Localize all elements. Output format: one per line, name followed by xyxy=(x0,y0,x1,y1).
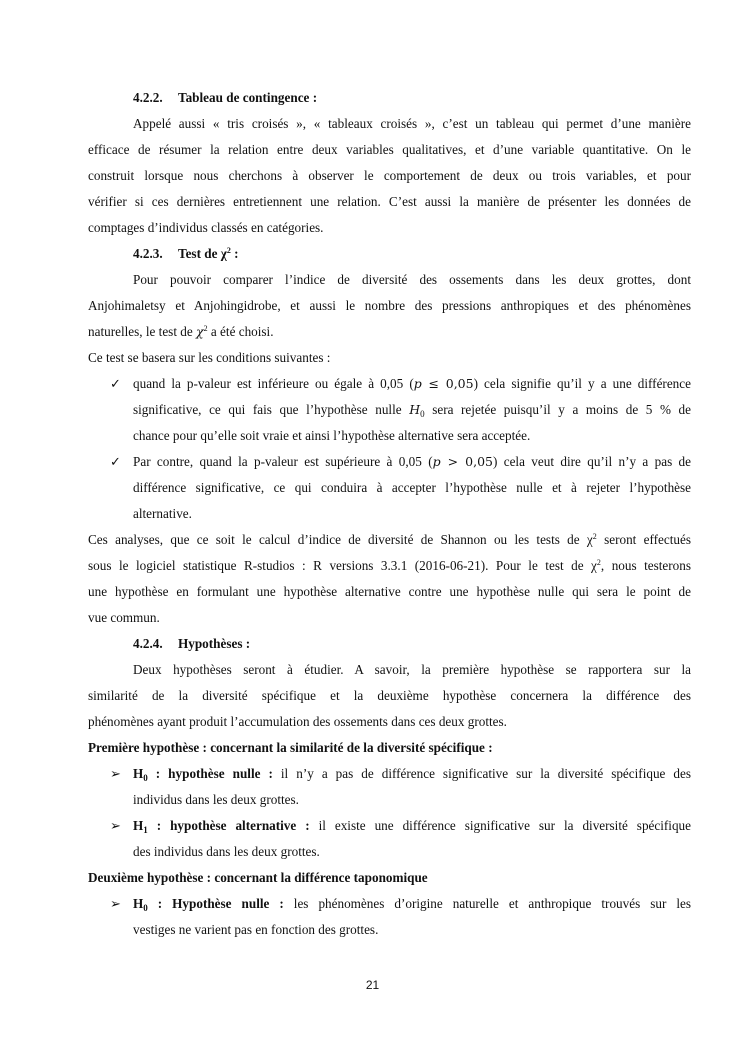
text-line: comptages d’individus classés en catégories. xyxy=(88,220,324,235)
section-title: Test de χ xyxy=(178,246,227,261)
text-fragment: sous le logiciel statistique R-studios : R versions 3.3.1 (2016-06-21). Pour le test de χ xyxy=(88,558,597,573)
section-title: Hypothèses : xyxy=(178,636,251,651)
conditions-intro: Ce test se basera sur les conditions suivantes : xyxy=(88,350,331,365)
section-number: 4.2.2. xyxy=(133,90,163,105)
math-variable: H xyxy=(409,402,421,417)
paragraph-analyses xyxy=(88,527,691,631)
section-number: 4.2.4. xyxy=(133,636,163,651)
math-expression: ≤ 0,05 xyxy=(421,376,474,391)
arrow-bullet-icon: ➢ xyxy=(110,896,122,911)
text-line xyxy=(88,527,691,553)
text-fragment: naturelles, le test de xyxy=(88,324,197,339)
text-line xyxy=(133,891,691,917)
text-line: vestiges ne varient pas en fonction des grottes. xyxy=(133,922,379,937)
text-line: alternative. xyxy=(133,506,192,521)
hypothesis-label: $H_1$ : hypothèse alternative : xyxy=(133,818,310,835)
text-fragment: ) cela signifie qu’il y a une différence xyxy=(473,376,691,391)
text-fragment: Par contre, quand la p-valeur est supérieure à 0,05 ( xyxy=(133,454,433,469)
text-fragment: quand la p-valeur est inférieure ou égale à 0,05 ( xyxy=(133,376,414,391)
list-item-text xyxy=(133,449,691,527)
text-line: différence significative, ce qui conduira à accepter l’hypothèse nulle et à rejeter l’hypothèse xyxy=(133,480,691,495)
text-fragment: les phénomènes d’origine naturelle et anthropique trouvés sur les xyxy=(283,896,691,911)
text-line: Anjohimaletsy et Anjohingidrobe, et aussi le nombre des pressions anthropiques et des phénomènes xyxy=(88,298,691,313)
text-fragment: il existe une différence significative sur la diversité spécifique xyxy=(309,818,691,833)
subscript: 0 xyxy=(420,409,425,419)
text-line xyxy=(133,813,691,839)
section-heading-4-2-3 xyxy=(133,241,239,267)
text-line: une hypothèse en formulant une hypothèse alternative contre une hypothèse nulle qui sera le point de xyxy=(88,584,691,599)
checkmark-icon: ✓ xyxy=(110,376,122,391)
section-heading-4-2-2 xyxy=(133,85,317,111)
text-line: construit lorsque nous cherchons à observer le comportement de deux ou trois variables, et pour xyxy=(88,168,691,183)
paragraph-chi-test xyxy=(88,267,691,371)
section-title: Tableau de contingence : xyxy=(178,90,318,105)
first-hypothesis-heading: Première hypothèse : concernant la similarité de la diversité spécifique : xyxy=(88,740,493,755)
text-fragment: seront effectués xyxy=(596,532,691,547)
section-title-suffix: : xyxy=(230,246,239,261)
text-line xyxy=(133,397,691,423)
superscript: 2 xyxy=(596,558,601,567)
text-line: Deux hypothèses seront à étudier. A savoir, la première hypothèse se rapportera sur la xyxy=(133,662,691,677)
superscript: 2 xyxy=(592,532,597,541)
checkmark-icon: ✓ xyxy=(110,454,122,469)
arrow-bullet-icon: ➢ xyxy=(110,818,122,833)
text-line: Appelé aussi « tris croisés », « tableaux croisés », c’est un tableau qui permet d’une manière xyxy=(133,116,691,131)
text-line xyxy=(88,553,691,579)
text-line: vérifier si ces dernières entretiennent une relation. C’est aussi la manière de présenter les données de xyxy=(88,194,691,209)
second-hypothesis-block xyxy=(88,865,691,891)
arrow-bullet-icon: ➢ xyxy=(110,766,122,781)
list-item-text xyxy=(133,813,691,865)
paragraph-hypotheses xyxy=(88,657,691,761)
paragraph-contingency xyxy=(88,111,691,241)
text-line xyxy=(133,761,691,787)
superscript: 2 xyxy=(203,324,208,333)
text-line: vue commun. xyxy=(88,610,160,625)
text-line: similarité de la diversité spécifique et la deuxième hypothèse concernera la différence des xyxy=(88,688,691,703)
text-line xyxy=(133,449,691,475)
math-variable: p xyxy=(432,454,441,469)
list-item-text xyxy=(133,371,691,449)
text-fragment: Ces analyses, que ce soit le calcul d’indice de diversité de Shannon ou les tests de χ xyxy=(88,532,593,547)
text-line: des individus dans les deux grottes. xyxy=(133,844,320,859)
text-line: efficace de résumer la relation entre deux variables qualitatives, et d’une variable quantitative. On le xyxy=(88,142,691,157)
list-item-text xyxy=(133,891,691,943)
section-number: 4.2.3. xyxy=(133,246,163,261)
hypothesis-label: $H_0$ : hypothèse nulle : xyxy=(133,766,273,783)
text-line xyxy=(88,319,691,345)
text-fragment: sera rejetée puisqu’il y a moins de 5 % de xyxy=(424,402,691,417)
text-line: chance pour qu’elle soit vraie et ainsi l’hypothèse alternative sera acceptée. xyxy=(133,428,531,443)
second-hypothesis-heading: Deuxième hypothèse : concernant la différence taponomique xyxy=(88,870,428,885)
text-fragment: , nous testerons xyxy=(600,558,691,573)
text-line: phénomènes ayant produit l’accumulation des ossements dans ces deux grottes. xyxy=(88,714,507,729)
text-fragment: a été choisi. xyxy=(207,324,274,339)
math-variable: p xyxy=(413,376,422,391)
text-line xyxy=(133,371,691,397)
chi-symbol: χ xyxy=(196,324,204,339)
hypothesis-label: $H_0$ : Hypothèse nulle : xyxy=(133,896,284,913)
page-number: 21 xyxy=(365,978,380,992)
text-fragment: significative, ce qui fais que l’hypothèse nulle xyxy=(133,402,410,417)
math-expression: > 0,05 xyxy=(440,454,493,469)
text-fragment: ) cela veut dire qu’il n’y a pas de xyxy=(492,454,691,469)
text-line: Pour pouvoir comparer l’indice de diversité des ossements dans les deux grottes, dont xyxy=(133,272,691,287)
text-fragment: il n’y a pas de différence significative sur la diversité spécifique des xyxy=(272,766,691,781)
list-item-text xyxy=(133,761,691,813)
text-line: individus dans les deux grottes. xyxy=(133,792,299,807)
section-heading-4-2-4 xyxy=(133,631,250,657)
superscript: 2 xyxy=(226,246,231,255)
